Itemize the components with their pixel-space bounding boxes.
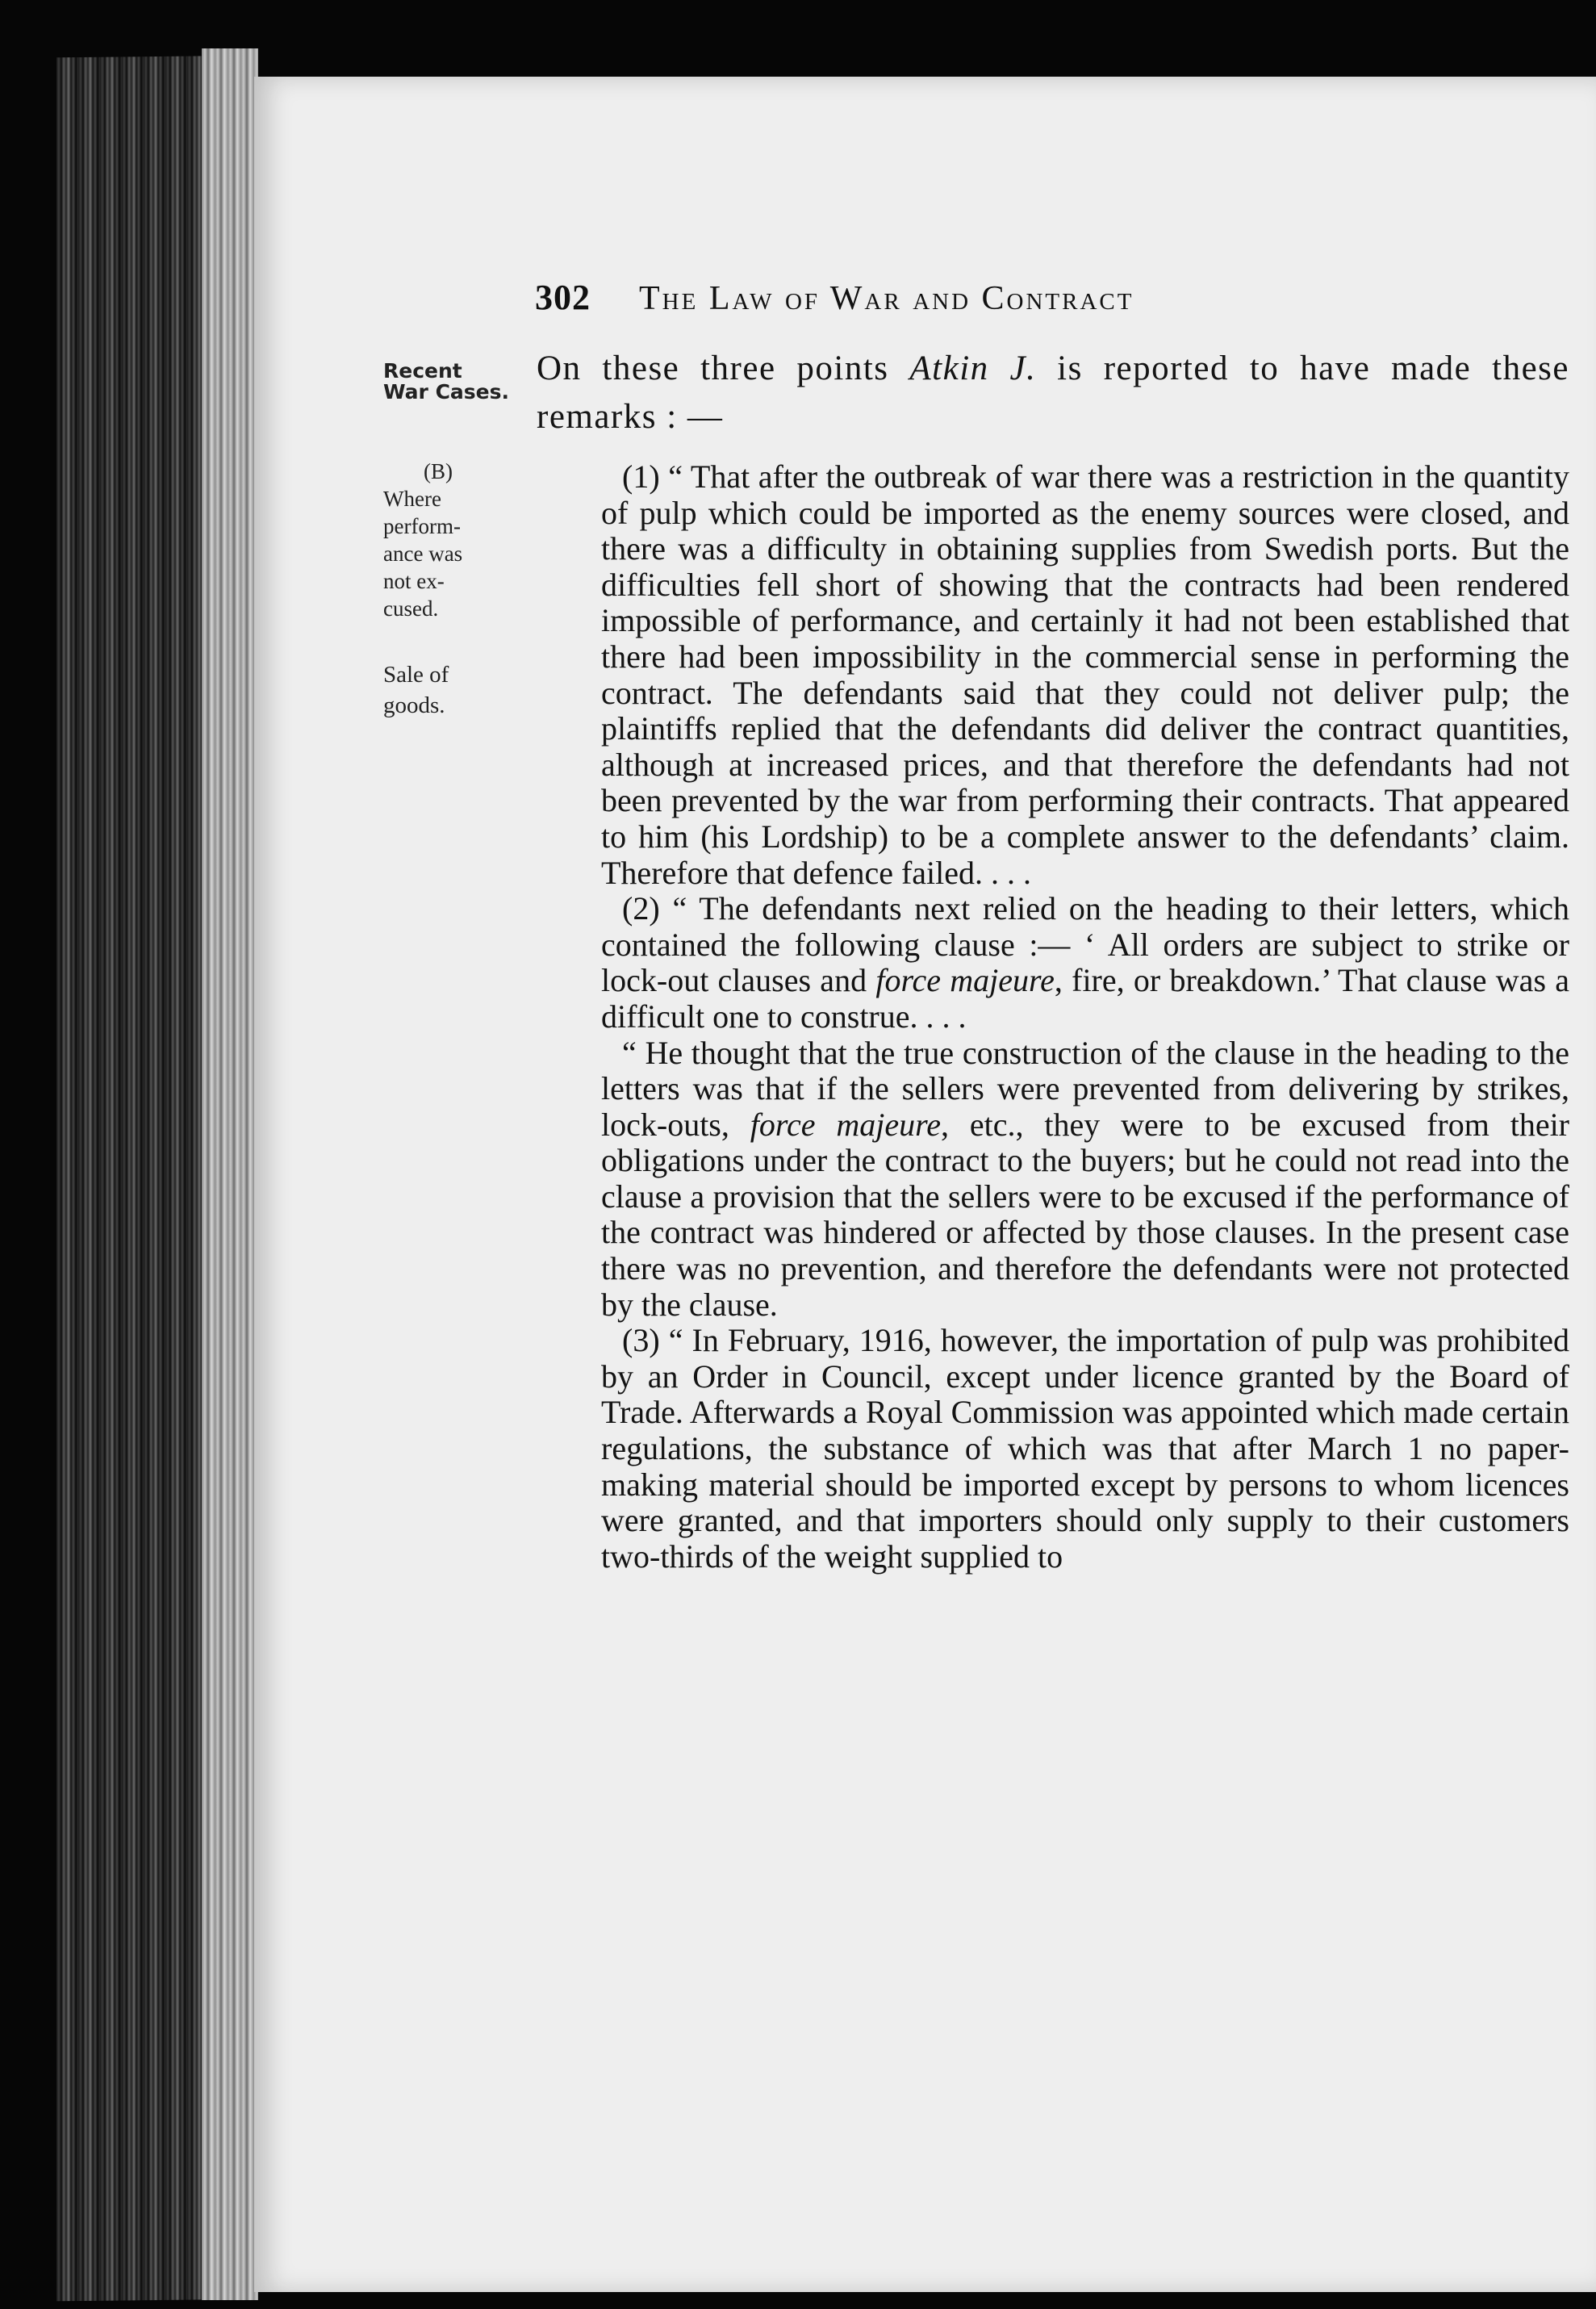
paragraph-3-text-end: , etc., they were to be excused from their obligations under the contract to the buyers; but he could not read into the clause a provision that the sellers were to be excused if the performance of the contract was hindered or affected by those clauses. In the present case there was no prevention, and therefore the defendants were not protected by the clause. <box>601 1106 1570 1323</box>
judge-name: Atkin J. <box>909 349 1037 387</box>
quoted-remarks <box>537 459 1569 1575</box>
paragraph-3-italic: force majeure <box>750 1106 941 1143</box>
page-number: 302 <box>535 278 591 317</box>
margin-note-performance-not-excused <box>383 458 520 622</box>
intro-text: On these three points <box>537 349 910 387</box>
margin-note-line: War Cases. <box>383 380 510 404</box>
intro-paragraph <box>537 345 1569 441</box>
paragraph-2-italic: force majeure <box>875 962 1055 999</box>
margin-note-line: Sale of <box>383 662 449 688</box>
margin-note-line: not ex- <box>383 569 445 593</box>
paragraph-2 <box>601 891 1569 1035</box>
margin-note-line: ance was <box>383 542 463 566</box>
paragraph-2-text: (2) “ The defendants next relied on the heading to their letters, which contained the following clause :— ‘ All orders are subject to strike or lock-out clauses and <box>601 890 1569 999</box>
margin-note-recent-war-cases <box>383 361 529 403</box>
margin-note-sale-of-goods <box>383 659 520 721</box>
paragraph-4: (3) “ In February, 1916, however, the importation of pulp was prohibited by an Order in Council, except under licence granted by the Board of Trade. Afterwards a Royal Commission was appointed which made certain regulations, the substance of which was that after March 1 no paper-making material should be imported except by persons to whom licences were granted, and that importers should only supply to their customers two-thirds of the weight supplied to <box>601 1322 1569 1575</box>
margin-note-line: perform- <box>383 514 461 538</box>
book-page-edges-light <box>202 48 258 2300</box>
body-text <box>537 345 1569 1575</box>
page-header <box>535 277 1596 325</box>
book-page <box>254 77 1596 2292</box>
margin-note-line: Recent <box>383 359 462 383</box>
margin-note-line: Where <box>383 487 441 511</box>
margin-note-label: (B) <box>424 459 453 483</box>
paragraph-2-text-end: , fire, or breakdown.’ That clause was a difficult one to construe. . . . <box>601 962 1570 1035</box>
margin-note-line: goods. <box>383 692 445 718</box>
paragraph-1: (1) “ That after the outbreak of war there was a restriction in the quantity of pulp which could be imported as the enemy sources were closed, and there was a difficulty in obtaining supplies from Swedish ports. But the difficulties fell short of showing that the contracts had been rendered impossible of performance, and certainly it had not been established that there had been impossibility in the commercial sense in performing the contract. The defendants said that they could not deliver pulp; the plaintiffs replied that the defendants did deliver the contract quantities, although at increased prices, and that therefore the defendants had not been prevented by the war from performing their contracts. That appeared to him (his Lordship) to be a complete answer to the defendants’ claim. Therefore that defence failed. . . . <box>601 458 1569 891</box>
paragraph-3 <box>601 1035 1569 1324</box>
intro-text-end: is reported to have made these remarks : — <box>537 349 1569 436</box>
margin-note-line: cused. <box>383 596 439 621</box>
running-title: The Law of War and Contract <box>639 280 1134 317</box>
paragraph-3-text: “ He thought that the true construction of the clause in the heading to the letters was that if the sellers were prevented from delivering by strikes, lock-outs, <box>601 1034 1569 1143</box>
